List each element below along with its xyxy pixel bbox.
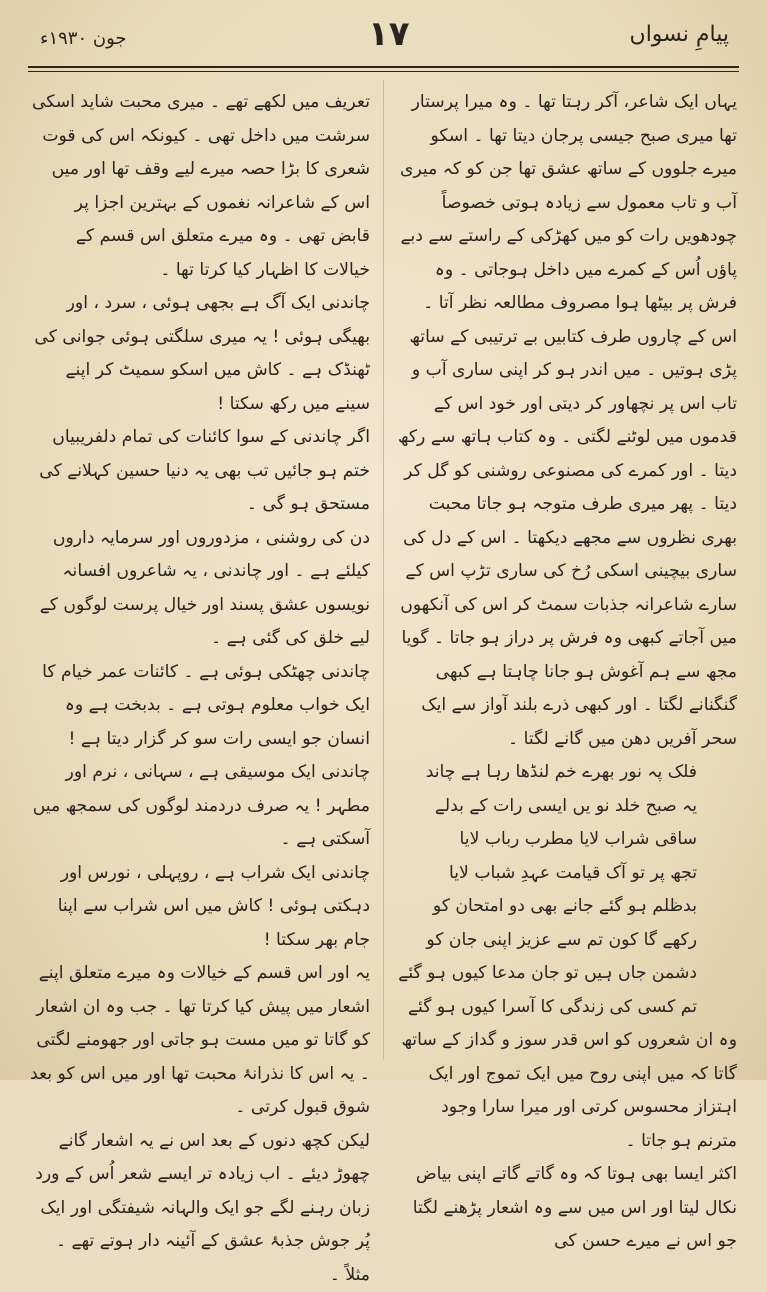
page-header (0, 0, 767, 70)
left-paragraph-7: چاندنی ایک شراب ہے ، روپہلی ، نورس اور دہکتی ہوئی ! کاش میں اس شراب سے اپنا جام بھر سکتا ! (30, 857, 370, 958)
left-paragraph-1: تعریف میں لکھے تھے ۔ میری محبت شاید اسکی سرشت میں داخل تھی ۔ کیونکہ اس کی قوت شعری کا بڑا حصہ میرے لیے وقف تھا اور میں اس کے شاعرانہ نغموں کے بہترین اجزا پر قابض تھی ۔ وہ میرے متعلق اس قسم کے خیالات کا اظہار کیا کرتا تھا ۔ (30, 86, 370, 287)
right-paragraph-2: وہ ان شعروں کو اس قدر سوز و گداز کے ساتھ گاتا کہ میں اپنی روح میں ایک تموج اور ایک اہتزاز محسوس کرتی اور میرا سارا وجود مترنم ہو جاتا ۔ (397, 1024, 737, 1158)
verse-line-5: بدظلم ہو گئے جانے بھی دو امتحان کو (397, 890, 737, 924)
verse-line-4: تجھ پر تو آک قیامت عہدِ شباب لایا (397, 857, 737, 891)
page-number: ١٧ (368, 14, 410, 54)
left-paragraph-2: چاندنی ایک آگ ہے بجھی ہوئی ، سرد ، اور بھیگی ہوئی ! یہ میری سلگتی ہوئی جوانی کی ٹھنڈک ہے ۔ کاش میں اسکو سمیٹ کر اپنے سینے میں رکھ سکتا ! (30, 287, 370, 421)
left-paragraph-4: دن کی روشنی ، مزدوروں اور سرمایہ داروں کیلئے ہے ۔ اور چاندنی ، یہ شاعروں افسانہ نویسوں عشق پسند اور خیال پرست لوگوں کے لیے خلق کی گئی ہے ۔ (30, 522, 370, 656)
verse-line-7: دشمن جاں ہیں تو جان مدعا کیوں ہو گئے (397, 957, 737, 991)
left-paragraph-5: چاندنی چھٹکی ہوئی ہے ۔ کائنات عمر خیام کا ایک خواب معلوم ہوتی ہے ۔ بدبخت ہے وہ انسان جو ایسی رات سو کر گزار دیتا ہے ! (30, 656, 370, 757)
left-column (30, 86, 370, 1061)
verse-line-3: ساقی شراب لایا مطرب رباب لایا (397, 823, 737, 857)
magazine-title: پیامِ نسواں (630, 22, 729, 47)
right-paragraph-1: یہاں ایک شاعر، آکر رہتا تھا ۔ وہ میرا پرستار تھا میری صبح جیسی پرجان دیتا تھا ۔ اسکو میرے جلووں کے ساتھ عشق تھا جن کو کہ میری آب و تاب معمول سے زیادہ ہوتی خصوصاً چودھویں رات کو میں کھڑکی کے راستے سے دبے پاؤں اُس کے کمرے میں داخل ہوجاتی ۔ وہ فرش پر بیٹھا ہوا مصروف مطالعہ نظر آتا ۔ اس کے چاروں طرف کتابیں بے ترتیبی کے ساتھ پڑی ہوتیں ۔ میں اندر ہو کر اپنی ساری آب و تاب اس پر نچھاور کر دیتی اور خود اس کے قدموں میں لوٹنے لگتی ۔ وہ کتاب ہاتھ سے رکھ دیتا ۔ اور کمرے کی مصنوعی روشنی کو گل کر دیتا ۔ پھر میری طرف متوجہ ہو جاتا محبت بھری نظروں سے مجھے دیکھتا ۔ اس کے دل کی ساری بیچینی اسکی رُخ کی ساری تڑپ اس کے سارے شاعرانہ جذبات سمٹ کر اس کی آنکھوں میں آجاتے کبھی وہ فرش پر دراز ہو جاتا ۔ گویا مجھ سے ہم آغوش ہو جانا چاہتا ہے کبھی گنگنانے لگتا ۔ اور کبھی ذرے بلند آواز سے ایک سحر آفریں دھن میں گانے لگتا ۔ (397, 86, 737, 756)
header-rule-thick (28, 66, 739, 68)
left-paragraph-9: لیکن کچھ دنوں کے بعد اس نے یہ اشعار گانے چھوڑ دیئے ۔ اب زیادہ تر ایسے شعر اُس کے ورد زبان رہنے لگے جو ایک والہانہ شیفتگی اور ایک پُر جوش جذبۂ عشق کے آئینہ دار ہوتے تھے ۔ مثلاً ۔ (30, 1125, 370, 1292)
verse-line-1: فلک پہ نور بھرے خم لنڈھا رہا ہے چاند (397, 756, 737, 790)
column-divider (383, 80, 384, 1060)
verse-line-8: تم کسی کی زندگی کا آسرا کیوں ہو گئے (397, 991, 737, 1025)
verse-line-2: یہ صبح خلد نو یں ایسی رات کے بدلے (397, 790, 737, 824)
left-paragraph-6: چاندنی ایک موسیقی ہے ، سہانی ، نرم اور مطہر ! یہ صرف دردمند لوگوں کی سمجھ میں آسکتی ہے ۔ (30, 756, 370, 857)
right-column (397, 86, 737, 1061)
left-paragraph-3: اگر چاندنی کے سوا کائنات کی تمام دلفریبیاں ختم ہو جائیں تب بھی یہ دنیا حسین کہلانے کی مستحق ہو گی ۔ (30, 421, 370, 522)
issue-date: جون ۱۹۳۰ء (40, 28, 127, 49)
verse-line-6: رکھے گا کون تم سے عزیز اپنی جان کو (397, 924, 737, 958)
header-rule-thin (28, 71, 739, 72)
left-paragraph-8: یہ اور اس قسم کے خیالات وہ میرے متعلق اپنے اشعار میں پیش کیا کرتا تھا ۔ جب وہ ان اشعار کو گاتا تو میں مست ہو جاتی اور جھومنے لگتی ۔ یہ اس کا نذرانۂ محبت تھا اور میں اس کو بعد شوق قبول کرتی ۔ (30, 957, 370, 1125)
right-paragraph-3: اکثر ایسا بھی ہوتا کہ وہ گاتے گاتے اپنی بیاض نکال لیتا اور اس میں سے وہ اشعار پڑھنے لگتا جو اس نے میرے حسن کی (397, 1158, 737, 1259)
